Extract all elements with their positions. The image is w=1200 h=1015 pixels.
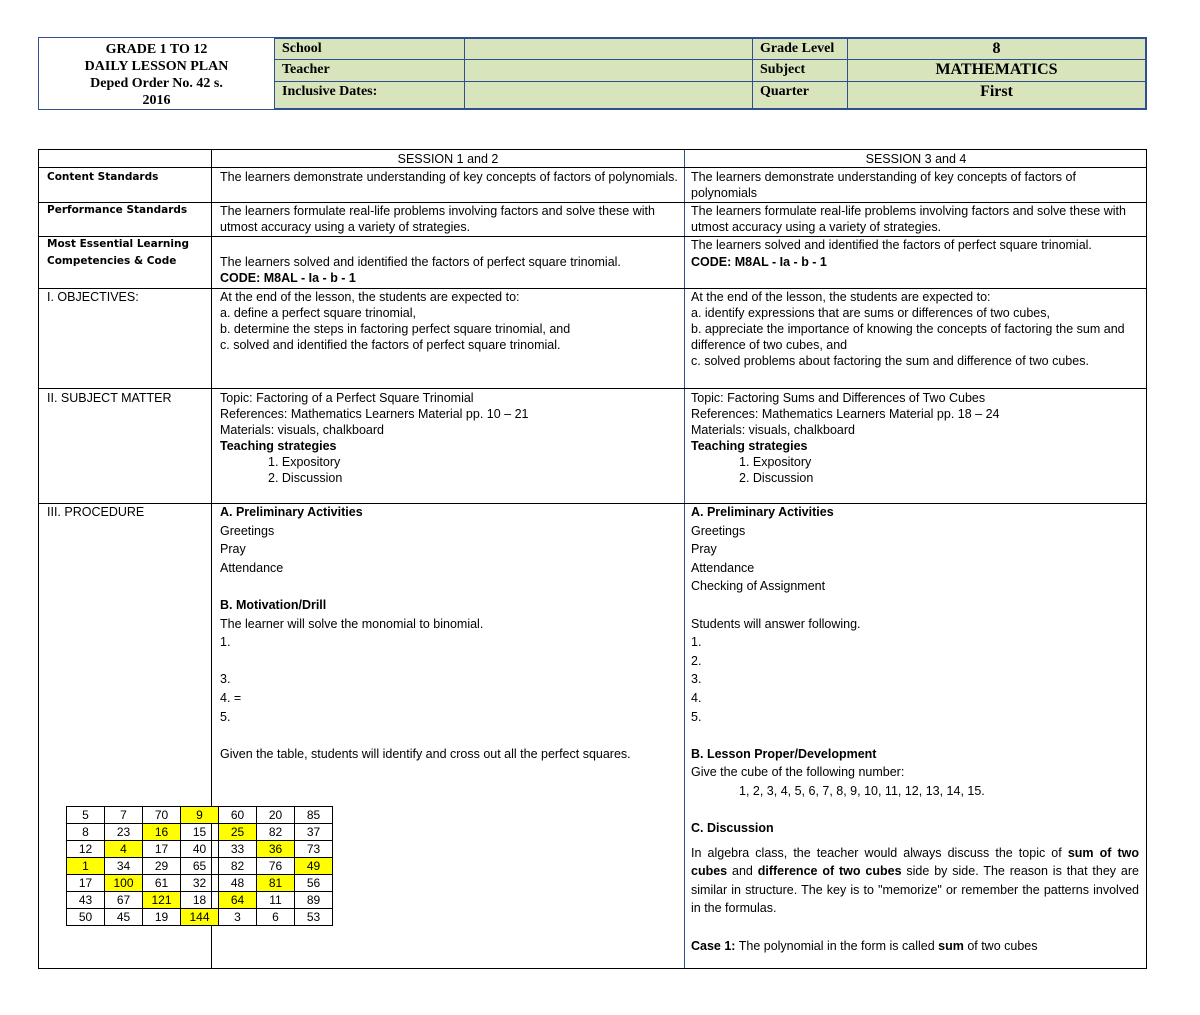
objective-item: b. appreciate the importance of knowing the concepts of factoring the sum and difference of two cubes, and <box>691 322 1125 352</box>
procedure-line: Give the cube of the following number: <box>691 765 905 780</box>
drill-item: 1. <box>220 635 231 650</box>
squares-cell-highlighted: 9 <box>181 807 219 824</box>
lesson-plan-header <box>38 37 1147 110</box>
strategy-item: 1. Expository <box>268 455 341 469</box>
squares-row <box>67 807 333 824</box>
text-run: and <box>727 864 758 879</box>
squares-row <box>67 892 333 909</box>
dates-value[interactable] <box>464 81 753 109</box>
squares-cell-highlighted: 100 <box>105 875 143 892</box>
subject-matter-label: II. SUBJECT MATTER <box>47 391 172 405</box>
procedure-s1 <box>220 503 680 763</box>
case-1-line <box>691 937 1139 956</box>
procedure-line: Greetings <box>220 523 275 538</box>
subject-label: Subject <box>752 59 848 82</box>
squares-cell: 34 <box>105 858 143 875</box>
squares-cell-highlighted: 1 <box>67 858 105 875</box>
drill-item: 3. <box>220 672 231 687</box>
performance-standards-s2: The learners formulate real-life problems involving factors and solve these with utmost accuracy using a variety of strategies. <box>691 204 1126 234</box>
squares-cell-highlighted: 121 <box>143 892 181 909</box>
content-standards-s2: The learners demonstrate understanding of key concepts of factors of polynomials <box>691 170 1076 200</box>
squares-cell: 50 <box>67 909 105 926</box>
squares-cell: 45 <box>105 909 143 926</box>
squares-cell: 48 <box>219 875 257 892</box>
teaching-strategies-heading: Teaching strategies <box>691 439 808 453</box>
squares-cell: 37 <box>295 824 333 841</box>
procedure-line: Students will answer following. <box>691 616 861 631</box>
squares-cell: 82 <box>257 824 295 841</box>
header-title-line: Deped Order No. 42 s. <box>90 76 223 91</box>
squares-cell: 7 <box>105 807 143 824</box>
subject-value: MATHEMATICS <box>847 59 1146 82</box>
squares-cell-highlighted: 64 <box>219 892 257 909</box>
text-run: In algebra class, the teacher would always discuss the topic of <box>691 845 1068 860</box>
header-title-line: DAILY LESSON PLAN <box>84 59 229 74</box>
procedure-line: Greetings <box>691 523 746 538</box>
text-run: difference of two cubes <box>757 864 902 879</box>
materials: Materials: visuals, chalkboard <box>691 423 855 437</box>
quarter-value: First <box>847 81 1146 109</box>
drill-item: 5. <box>691 709 702 724</box>
header-title-block <box>39 38 274 109</box>
melc-s2 <box>691 236 1139 270</box>
objective-item: c. solved problems about factoring the sum and difference of two cubes. <box>691 354 1089 368</box>
squares-cell: 11 <box>257 892 295 909</box>
squares-cell: 17 <box>67 875 105 892</box>
motivation-heading: B. Motivation/Drill <box>220 597 327 612</box>
procedure-line: The learner will solve the monomial to binomial. <box>220 616 484 631</box>
drill-item: 1. <box>691 635 702 650</box>
procedure-line: Pray <box>220 542 246 557</box>
melc-label <box>47 236 189 270</box>
squares-cell: 12 <box>67 841 105 858</box>
squares-cell: 17 <box>143 841 181 858</box>
header-title-line: 2016 <box>142 93 171 108</box>
melc-label-line: Competencies & Code <box>47 255 177 267</box>
procedure-line: Checking of Assignment <box>691 579 826 594</box>
quarter-label: Quarter <box>752 81 848 109</box>
squares-cell: 56 <box>295 875 333 892</box>
squares-row <box>67 875 333 892</box>
squares-row <box>67 858 333 875</box>
text-run: sum <box>938 938 964 953</box>
objective-item: a. define a perfect square trinomial, <box>220 306 416 320</box>
drill-item: 4. = <box>220 690 242 705</box>
squares-cell: 85 <box>295 807 333 824</box>
squares-cell-highlighted: 144 <box>181 909 219 926</box>
topic: Topic: Factoring of a Perfect Square Trinomial <box>220 391 474 405</box>
melc-s2-code: CODE: M8AL - Ia - b - 1 <box>691 255 827 269</box>
row-divider <box>39 388 1146 389</box>
squares-cell: 61 <box>143 875 181 892</box>
session-1-header: SESSION 1 and 2 <box>397 152 499 166</box>
strategy-item: 2. Discussion <box>268 471 343 485</box>
perfect-squares-table <box>66 806 333 926</box>
melc-s1-text: The learners solved and identified the factors of perfect square trinomial. <box>220 255 621 269</box>
objectives-intro: At the end of the lesson, the students are expected to: <box>691 290 991 304</box>
squares-cell: 20 <box>257 807 295 824</box>
squares-cell-highlighted: 36 <box>257 841 295 858</box>
squares-cell: 53 <box>295 909 333 926</box>
procedure-line: Attendance <box>220 560 284 575</box>
squares-cell: 73 <box>295 841 333 858</box>
squares-row <box>67 841 333 858</box>
school-label: School <box>274 38 465 60</box>
squares-cell-highlighted: 16 <box>143 824 181 841</box>
squares-cell-highlighted: 49 <box>295 858 333 875</box>
grade-level-label: Grade Level <box>752 38 848 60</box>
squares-cell: 6 <box>257 909 295 926</box>
procedure-label: III. PROCEDURE <box>47 505 145 519</box>
squares-cell: 82 <box>219 858 257 875</box>
squares-cell-highlighted: 25 <box>219 824 257 841</box>
squares-cell: 76 <box>257 858 295 875</box>
grade-level-value: 8 <box>847 38 1146 60</box>
squares-cell: 60 <box>219 807 257 824</box>
squares-cell: 89 <box>295 892 333 909</box>
text-run: sum of two cubes <box>691 845 1139 879</box>
references: References: Mathematics Learners Material pp. 18 – 24 <box>691 407 1000 421</box>
squares-cell: 19 <box>143 909 181 926</box>
preliminary-heading: A. Preliminary Activities <box>691 505 834 519</box>
melc-s1-code: CODE: M8AL - Ia - b - 1 <box>220 271 356 285</box>
squares-cell: 65 <box>181 858 219 875</box>
school-value[interactable] <box>464 38 753 60</box>
drill-item: 3. <box>691 672 702 687</box>
procedure-line: Attendance <box>691 560 755 575</box>
text-run: of two cubes <box>963 938 1038 953</box>
melc-s1 <box>220 254 680 286</box>
strategy-item: 2. Discussion <box>739 471 814 485</box>
subject-matter-s2 <box>691 390 1139 486</box>
drill-item: 2. <box>691 653 702 668</box>
subject-matter-s1 <box>220 390 680 486</box>
squares-cell: 40 <box>181 841 219 858</box>
teaching-strategies-heading: Teaching strategies <box>220 439 337 453</box>
melc-label-line: Most Essential Learning <box>47 238 189 250</box>
topic: Topic: Factoring Sums and Differences of Two Cubes <box>691 391 986 405</box>
content-standards-label: Content Standards <box>47 171 159 183</box>
dates-label: Inclusive Dates: <box>274 81 465 109</box>
discussion-heading: C. Discussion <box>691 821 774 836</box>
cube-number-list: 1, 2, 3, 4, 5, 6, 7, 8, 9, 10, 11, 12, 13, 14, 15. <box>739 783 985 798</box>
drill-item: 4. <box>691 690 702 705</box>
squares-cell: 70 <box>143 807 181 824</box>
squares-cell: 29 <box>143 858 181 875</box>
squares-cell: 5 <box>67 807 105 824</box>
materials: Materials: visuals, chalkboard <box>220 423 384 437</box>
squares-cell: 3 <box>219 909 257 926</box>
teacher-value[interactable] <box>464 59 753 82</box>
objectives-s2 <box>691 289 1139 369</box>
squares-cell: 32 <box>181 875 219 892</box>
header-title-line: GRADE 1 TO 12 <box>105 42 208 57</box>
objectives-intro: At the end of the lesson, the students are expected to: <box>220 290 520 304</box>
squares-cell-highlighted: 4 <box>105 841 143 858</box>
objective-item: b. determine the steps in factoring perfect square trinomial, and <box>220 322 571 336</box>
drill-item: 5. <box>220 709 231 724</box>
procedure-line: Given the table, students will identify and cross out all the perfect squares. <box>220 746 631 761</box>
squares-cell-highlighted: 81 <box>257 875 295 892</box>
squares-cell: 67 <box>105 892 143 909</box>
strategy-item: 1. Expository <box>739 455 812 469</box>
objective-item: a. identify expressions that are sums or differences of two cubes, <box>691 306 1050 320</box>
performance-standards-label: Performance Standards <box>47 204 188 216</box>
squares-cell: 23 <box>105 824 143 841</box>
procedure-s2 <box>691 503 1139 955</box>
text-run: The polynomial in the form is called <box>735 938 939 953</box>
squares-cell: 33 <box>219 841 257 858</box>
objectives-s1 <box>220 289 680 353</box>
preliminary-heading: A. Preliminary Activities <box>220 505 363 519</box>
discussion-paragraph <box>691 844 1139 918</box>
procedure-line: Pray <box>691 542 717 557</box>
session-2-header: SESSION 3 and 4 <box>865 152 967 166</box>
squares-cell: 8 <box>67 824 105 841</box>
squares-cell: 15 <box>181 824 219 841</box>
text-run: Case 1: <box>691 938 736 953</box>
column-divider <box>684 150 685 968</box>
melc-s2-text: The learners solved and identified the factors of perfect square trinomial. <box>691 238 1092 252</box>
squares-row <box>67 824 333 841</box>
teacher-label: Teacher <box>274 59 465 82</box>
objective-item: c. solved and identified the factors of perfect square trinomial. <box>220 338 561 352</box>
objectives-label: I. OBJECTIVES: <box>47 290 139 304</box>
lesson-proper-heading: B. Lesson Proper/Development <box>691 746 877 761</box>
squares-cell: 43 <box>67 892 105 909</box>
squares-cell: 18 <box>181 892 219 909</box>
text-run: side by side. The reason is that they are similar in structure. The key is to "memorize" or remember the patterns involved in the formulas. <box>691 864 1139 916</box>
squares-row <box>67 909 333 926</box>
references: References: Mathematics Learners Material pp. 10 – 21 <box>220 407 529 421</box>
content-standards-s1: The learners demonstrate understanding of key concepts of factors of polynomials. <box>220 170 678 184</box>
row-divider <box>39 167 1146 168</box>
performance-standards-s1: The learners formulate real-life problems involving factors and solve these with utmost accuracy using a variety of strategies. <box>220 204 655 234</box>
